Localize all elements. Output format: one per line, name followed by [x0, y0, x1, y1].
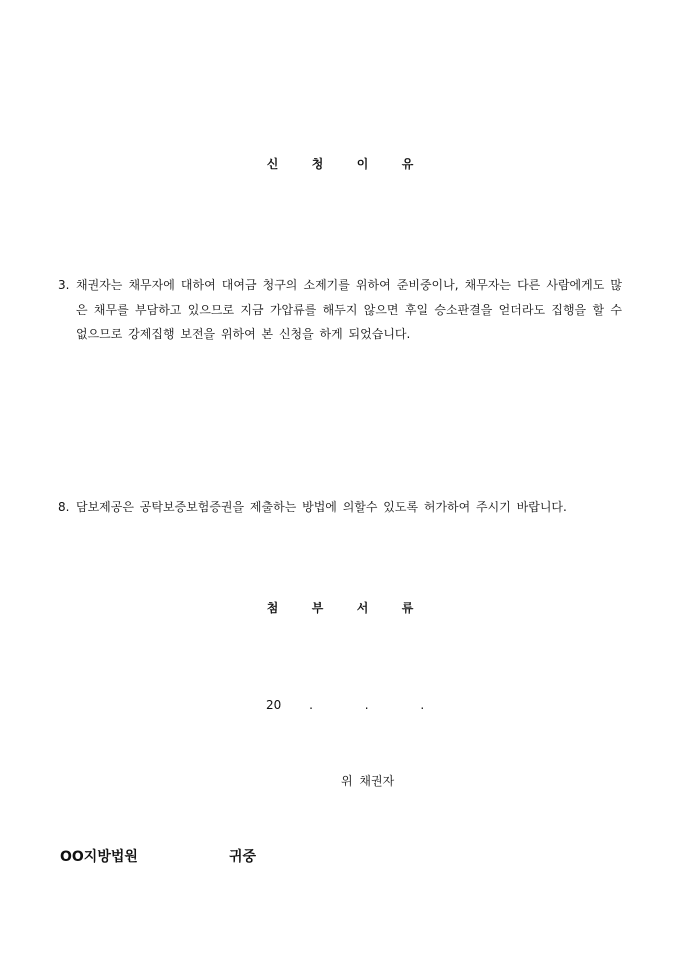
date-separator: . [420, 698, 425, 712]
paragraph-reason-3 [58, 273, 622, 347]
paragraph-text: 채권자는 채무자에 대하여 대여금 청구의 소제기를 위하여 준비중이나, 채무자는 다른 사람에게도 많은 채무를 부담하고 있으므로 지금 가압류를 해두지 않으면 후일 승소판결을 얻더라도 집행을 할 수 없으므로 강제집행 보전을 위하여 본 신청을 하게 되었습니다. [76, 278, 622, 341]
attachments-heading [0, 599, 680, 616]
heading-char: 이 [356, 157, 369, 171]
heading-char: 유 [401, 157, 414, 171]
heading-char: 첨 [266, 601, 279, 615]
heading-char: 서 [356, 601, 369, 615]
date-year-prefix: 20 [266, 698, 282, 712]
date-separator: . [364, 698, 369, 712]
heading-char: 신 [266, 157, 279, 171]
date-separator: . [309, 698, 313, 712]
paragraph-text: 담보제공은 공탁보증보험증권을 제출하는 방법에 의할수 있도록 허가하여 주시기 바랍니다. [76, 500, 567, 514]
signer-label: 위 채권자 [341, 774, 395, 788]
heading-char: 청 [311, 157, 324, 171]
paragraph-number: 3. [58, 278, 70, 292]
court-name: OO지방법원 [60, 849, 138, 865]
paragraph-number: 8. [58, 500, 70, 514]
heading-char: 류 [401, 601, 414, 615]
reasons-heading [0, 155, 680, 172]
honorific: 귀중 [229, 849, 257, 865]
date-line [266, 698, 424, 712]
heading-char: 부 [311, 601, 324, 615]
paragraph-reason-8 [58, 495, 622, 520]
